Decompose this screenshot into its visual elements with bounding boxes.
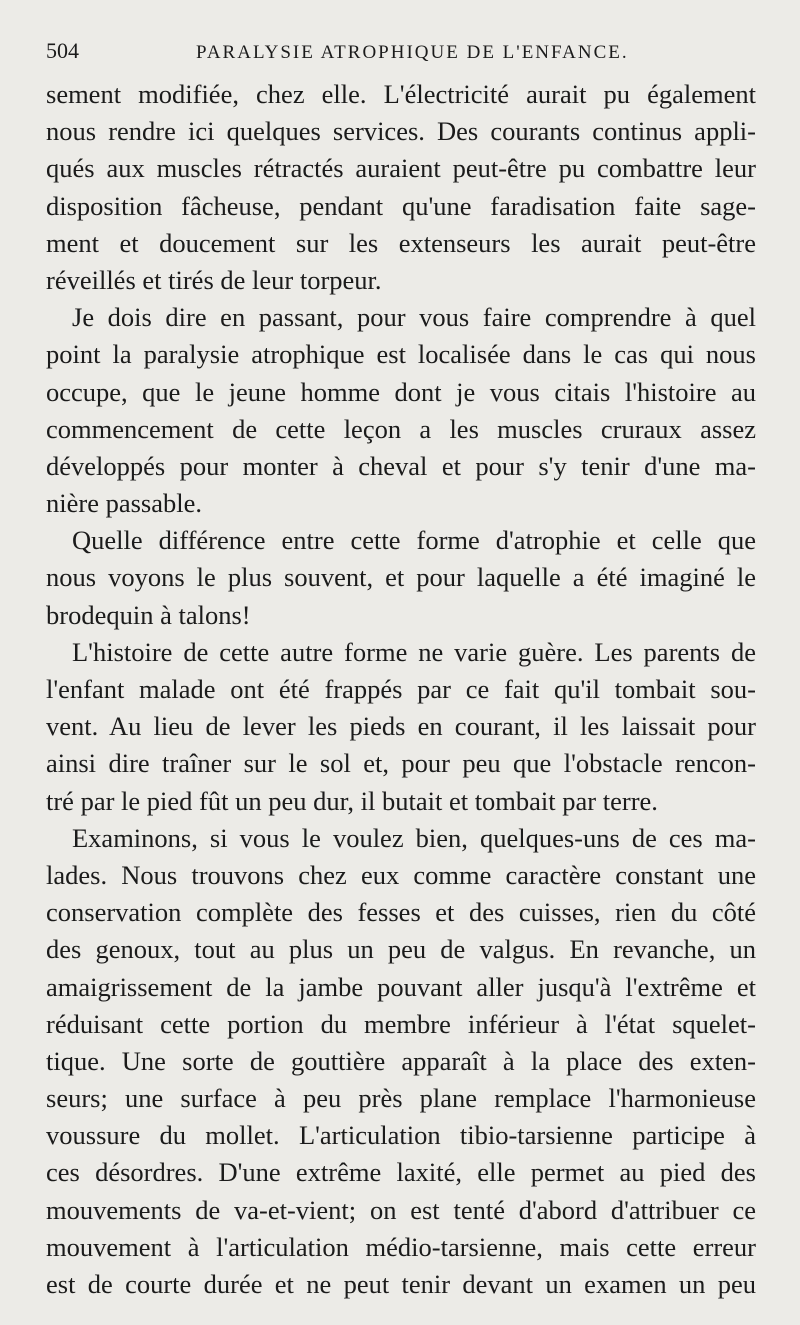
body-text xyxy=(46,76,756,1303)
text-line: ment et doucement sur les extenseurs les aurait peut-être xyxy=(46,227,756,258)
text-line: ces désordres. D'une extrême laxité, elle permet au pied des xyxy=(46,1157,756,1188)
text-line: L'histoire de cette autre forme ne varie guère. Les parents de xyxy=(72,636,756,667)
text-line: nière passable. xyxy=(46,488,202,519)
text-line: conservation complète des fesses et des cuisses, rien du côté xyxy=(46,897,756,928)
text-line: commencement de cette leçon a les muscles cruraux assez xyxy=(46,413,756,444)
paragraph xyxy=(46,820,756,1303)
text-line: des genoux, tout au plus un peu de valgus. En revanche, un xyxy=(46,934,756,965)
text-line: sement modifiée, chez elle. L'électricité aurait pu également xyxy=(46,79,756,109)
page-number: 504 xyxy=(46,38,79,63)
text-line: vent. Au lieu de lever les pieds en courant, il les laissait pour xyxy=(46,711,756,742)
text-line: disposition fâcheuse, pendant qu'une faradisation faite sage- xyxy=(46,190,756,221)
text-line: mouvements de va-et-vient; on est tenté d'abord d'attribuer ce xyxy=(46,1194,756,1225)
text-line: tré par le pied fût un peu dur, il butait et tombait par terre. xyxy=(46,785,658,816)
text-line: voussure du mollet. L'articulation tibio-tarsienne participe à xyxy=(46,1120,756,1151)
text-line: réduisant cette portion du membre inférieur à l'état squelet- xyxy=(46,1008,756,1039)
text-line: l'enfant malade ont été frappés par ce fait qu'il tombait sou- xyxy=(46,674,756,704)
text-line: réveillés et tirés de leur torpeur. xyxy=(46,264,382,295)
text-line: seurs; une surface à peu près plane remplace l'harmonieuse xyxy=(46,1083,756,1114)
text-line: brodequin à talons! xyxy=(46,599,251,630)
text-line: qués aux muscles rétractés auraient peut-être pu combattre leur xyxy=(46,153,756,184)
text-line: mouvement à l'articulation médio-tarsienne, mais cette erreur xyxy=(46,1231,756,1262)
text-line: Je dois dire en passant, pour vous faire comprendre à quel xyxy=(72,302,756,333)
text-line: ainsi dire traîner sur le sol et, pour peu que l'obstacle rencon- xyxy=(46,748,756,779)
text-line: nous voyons le plus souvent, et pour laquelle a été imaginé le xyxy=(46,562,756,593)
text-line: nous rendre ici quelques services. Des courants continus appli- xyxy=(46,116,756,147)
running-head xyxy=(46,38,756,72)
text-line: développés pour monter à cheval et pour s'y tenir d'une ma- xyxy=(46,450,756,481)
text-line: Quelle différence entre cette forme d'atrophie et celle que xyxy=(72,525,756,556)
text-line: amaigrissement de la jambe pouvant aller jusqu'à l'extrême et xyxy=(46,971,756,1002)
text-line: point la paralysie atrophique est localisée dans le cas qui nous xyxy=(46,339,756,370)
running-title: PARALYSIE ATROPHIQUE DE L'ENFANCE. xyxy=(196,42,629,63)
text-line: est de courte durée et ne peut tenir devant un examen un peu xyxy=(46,1269,756,1299)
paragraph xyxy=(46,299,756,522)
paragraph xyxy=(46,522,756,634)
text-line: lades. Nous trouvons chez eux comme caractère constant une xyxy=(46,859,756,890)
text-line: Examinons, si vous le voulez bien, quelques-uns de ces ma- xyxy=(72,822,756,853)
paragraph xyxy=(46,76,756,299)
paragraph xyxy=(46,634,756,820)
text-line: occupe, que le jeune homme dont je vous citais l'histoire au xyxy=(46,376,756,407)
text-line: tique. Une sorte de gouttière apparaît à la place des exten- xyxy=(46,1045,756,1076)
